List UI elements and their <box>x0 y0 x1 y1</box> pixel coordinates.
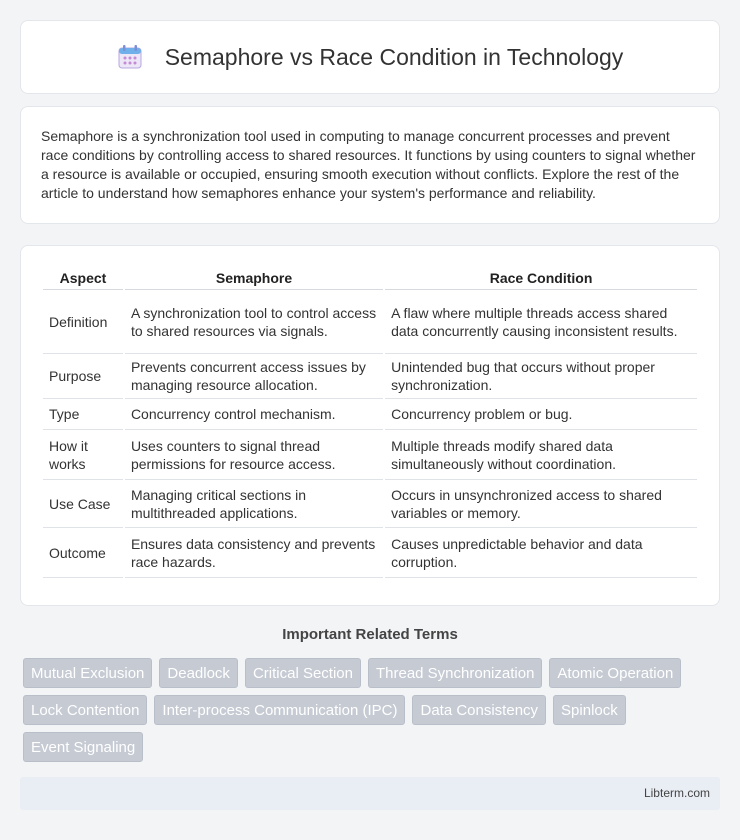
column-header-semaphore: Semaphore <box>125 266 383 290</box>
comparison-table <box>41 266 699 578</box>
race-condition-cell: A flaw where multiple threads access shared data concurrently causing inconsistent results. <box>385 290 697 354</box>
term-tag[interactable]: Lock Contention <box>23 695 147 725</box>
race-condition-cell: Multiple threads modify shared data simultaneously without coordination. <box>385 430 697 480</box>
table-row <box>43 354 697 399</box>
term-tag[interactable]: Critical Section <box>245 658 361 688</box>
intro-card <box>20 106 720 224</box>
term-tag[interactable]: Atomic Operation <box>549 658 681 688</box>
race-condition-cell: Unintended bug that occurs without proper synchronization. <box>385 354 697 399</box>
semaphore-cell: Managing critical sections in multithreaded applications. <box>125 480 383 528</box>
footer <box>20 777 720 810</box>
term-tag[interactable]: Thread Synchronization <box>368 658 542 688</box>
race-condition-cell: Causes unpredictable behavior and data corruption. <box>385 528 697 578</box>
term-tag[interactable]: Deadlock <box>159 658 238 688</box>
comparison-card <box>20 245 720 606</box>
term-tag[interactable]: Data Consistency <box>412 695 546 725</box>
title-card <box>20 20 720 94</box>
intro-paragraph: Semaphore is a synchronization tool used in computing to manage concurrent processes and prevent race conditions by controlling access to shared resources. It functions by using counters to signal whether a resource is available or occupied, ensuring smooth execution without conflicts. Explore the rest of the article to understand how semaphores enhance your system's performance and reliability. <box>41 128 696 201</box>
table-row <box>43 480 697 528</box>
aspect-cell: How it works <box>43 430 123 480</box>
table-row <box>43 290 697 354</box>
race-condition-cell: Concurrency problem or bug. <box>385 399 697 430</box>
term-tag[interactable]: Spinlock <box>553 695 626 725</box>
aspect-cell: Purpose <box>43 354 123 399</box>
column-header-aspect: Aspect <box>43 266 123 290</box>
semaphore-cell: Concurrency control mechanism. <box>125 399 383 430</box>
related-terms-heading: Important Related Terms <box>282 626 458 643</box>
term-tag[interactable]: Mutual Exclusion <box>23 658 152 688</box>
aspect-cell: Use Case <box>43 480 123 528</box>
aspect-cell: Outcome <box>43 528 123 578</box>
related-terms-list <box>23 658 723 762</box>
table-row <box>43 399 697 430</box>
column-header-race-condition: Race Condition <box>385 266 697 290</box>
semaphore-cell: A synchronization tool to control access to shared resources via signals. <box>125 290 383 354</box>
semaphore-cell: Ensures data consistency and prevents race hazards. <box>125 528 383 578</box>
calendar-icon <box>117 44 143 70</box>
semaphore-cell: Prevents concurrent access issues by managing resource allocation. <box>125 354 383 399</box>
table-row <box>43 430 697 480</box>
semaphore-cell: Uses counters to signal thread permissions for resource access. <box>125 430 383 480</box>
page-title: Semaphore vs Race Condition in Technology <box>164 43 624 70</box>
race-condition-cell: Occurs in unsynchronized access to shared variables or memory. <box>385 480 697 528</box>
aspect-cell: Definition <box>43 290 123 354</box>
footer-site-link[interactable]: Libterm.com <box>643 786 710 800</box>
aspect-cell: Type <box>43 399 123 430</box>
term-tag[interactable]: Inter-process Communication (IPC) <box>154 695 405 725</box>
table-header-row <box>43 266 697 290</box>
table-row <box>43 528 697 578</box>
term-tag[interactable]: Event Signaling <box>23 732 143 762</box>
